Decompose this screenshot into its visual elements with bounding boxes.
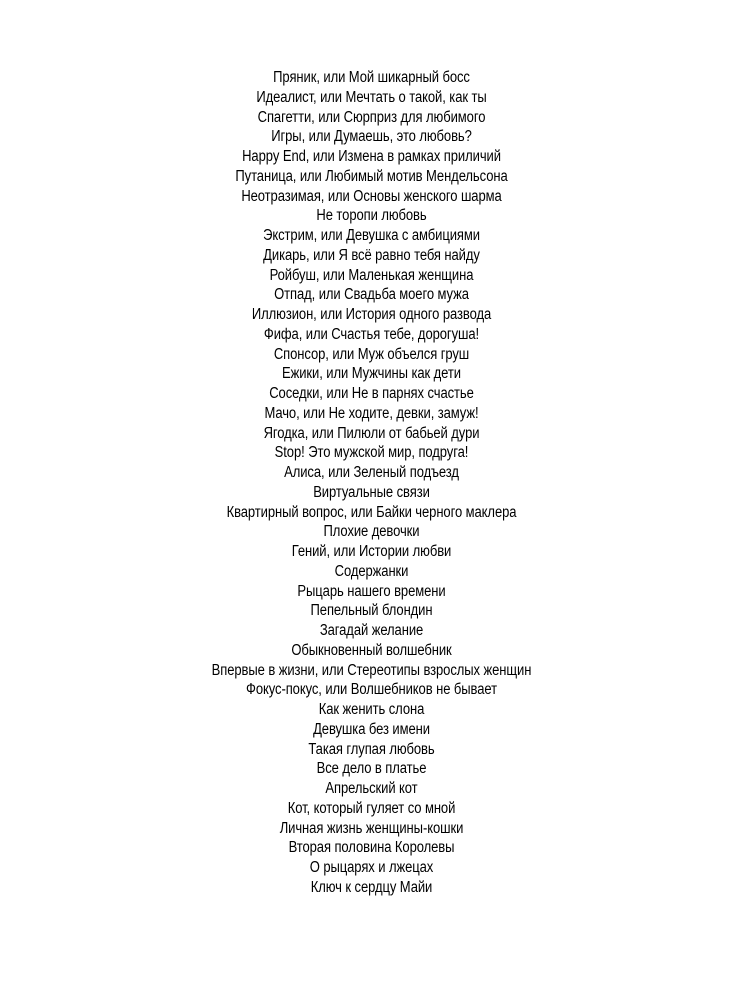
book-title: Алиса, или Зеленый подъезд — [284, 464, 459, 481]
book-title: Неотразимая, или Основы женского шарма — [241, 187, 502, 205]
book-title: Кот, который гуляет со мной — [287, 799, 456, 817]
book-title: Отпад, или Свадьба моего мужа — [274, 286, 469, 304]
book-title: Обыкновенный волшебник — [291, 641, 452, 659]
book-title: Мачо, или Не ходите, девки, замуж! — [264, 404, 479, 422]
book-title: Фифа, или Счастья тебе, дорогуша! — [263, 325, 480, 343]
book-title: Идеалист, или Мечтать о такой, как ты — [256, 88, 487, 106]
book-title: Такая глупая любовь — [308, 740, 435, 758]
book-title: Пряник, или Мой шикарный босс — [273, 69, 470, 86]
book-title: Содержанки — [334, 562, 409, 580]
book-title: Ройбуш, или Маленькая женщина — [269, 266, 474, 284]
book-title: Спонсор, или Муж объелся груш — [273, 345, 470, 363]
book-title: Плохие девочки — [323, 523, 420, 541]
book-title: Stop! Это мужской мир, подруга! — [274, 444, 469, 462]
book-title: Игры, или Думаешь, это любовь? — [271, 128, 472, 146]
book-title: О рыцарях и лжецах — [309, 859, 434, 876]
book-title: Путаница, или Любимый мотив Мендельсона — [235, 167, 508, 185]
book-title: Гений, или Истории любви — [291, 543, 452, 560]
book-title: Апрельский кот — [325, 780, 418, 797]
book-title: Рыцарь нашего времени — [297, 582, 446, 600]
book-title: Ежики, или Мужчины как дети — [282, 365, 461, 383]
book-title: Вторая половина Королевы — [288, 839, 455, 857]
book-title: Спагетти, или Сюрприз для любимого — [257, 108, 486, 126]
book-title-list — [0, 68, 743, 898]
book-title: Как женить слона — [318, 701, 425, 718]
book-title: Дикарь, или Я всё равно тебя найду — [263, 246, 480, 264]
book-title: Иллюзион, или История одного развода — [251, 306, 492, 323]
book-title: Квартирный вопрос, или Байки черного маклера — [226, 503, 517, 521]
book-title: Фокус-покус, или Волшебников не бывает — [246, 681, 497, 699]
book-title: Happy End, или Измена в рамках приличий — [242, 148, 501, 165]
book-title: Виртуальные связи — [313, 483, 430, 501]
book-title: Девушка без имени — [313, 720, 430, 738]
book-title: Ягодка, или Пилюли от бабьей дури — [263, 424, 480, 442]
book-title: Ключ к сердцу Майи — [310, 878, 433, 896]
book-title: Личная жизнь женщины-кошки — [279, 819, 464, 837]
book-title: Экстрим, или Девушка с амбициями — [263, 227, 480, 244]
book-title: Все дело в платье — [316, 760, 427, 778]
book-title: Соседки, или Не в парнях счастье — [269, 385, 474, 402]
book-list-page — [0, 68, 743, 898]
book-title: Загадай желание — [319, 622, 424, 639]
book-title: Не торопи любовь — [316, 207, 427, 225]
book-title: Пепельный блондин — [310, 602, 433, 620]
book-title: Впервые в жизни, или Стереотипы взрослых женщин — [211, 661, 532, 679]
